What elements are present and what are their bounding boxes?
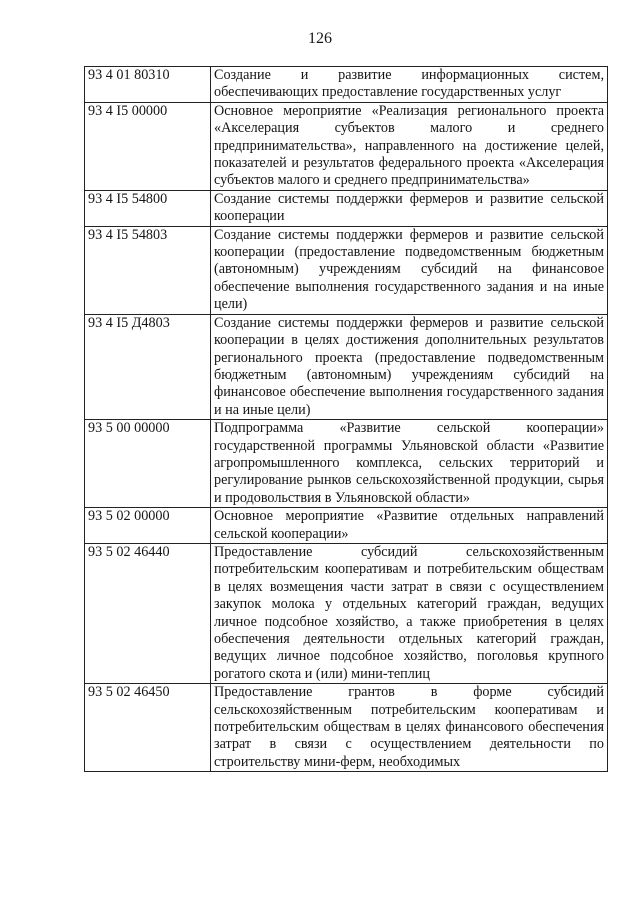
table-row <box>85 102 608 190</box>
code-cell: 93 5 00 00000 <box>85 420 211 508</box>
description-cell: Подпрограмма «Развитие сельской кооперации» государственной программы Ульяновской области «Развитие агропромышленного комплекса, сельских территорий и регулирование рынков сельскохозяйственной продукции, сырья и продовольствия в Ульяновской области» <box>211 420 608 508</box>
description-cell: Предоставление субсидий сельскохозяйственным потребительским кооперативам и потребительским обществам в целях возмещения части затрат в связи с осуществлением закупок молока у отдельных категорий граждан, ведущих личное подсобное хозяйство, а также приобретения в целях обеспечения деятельности отдельных категорий граждан, ведущих личное подсобное хозяйство, поголовья крупного рогатого скота и (или) мини-теплиц <box>211 543 608 683</box>
budget-code-table <box>84 66 608 772</box>
table-row <box>85 314 608 419</box>
description-cell: Основное мероприятие «Развитие отдельных направлений сельской кооперации» <box>211 508 608 544</box>
code-cell: 93 5 02 46450 <box>85 684 211 772</box>
code-cell: 93 5 02 00000 <box>85 508 211 544</box>
code-cell: 93 4 01 80310 <box>85 67 211 103</box>
description-cell: Основное мероприятие «Реализация регионального проекта «Акселерация субъектов малого и среднего предпринимательства», направленного на достижение целей, показателей и результатов федерального проекта «Акселерация субъектов малого и среднего предпринимательства» <box>211 102 608 190</box>
description-cell: Создание системы поддержки фермеров и развитие сельской кооперации <box>211 190 608 226</box>
code-cell: 93 4 I5 Д4803 <box>85 314 211 419</box>
table-row <box>85 190 608 226</box>
table-row <box>85 226 608 314</box>
description-cell: Создание системы поддержки фермеров и развитие сельской кооперации в целях достижения дополнительных результатов регионального проекта (предоставление подведомственным бюджетным (автономным) учреждениям субсидий на финансовое обеспечение выполнения государственного задания и на иные цели) <box>211 314 608 419</box>
table-row <box>85 67 608 103</box>
code-cell: 93 5 02 46440 <box>85 543 211 683</box>
description-cell: Создание и развитие информационных систем, обеспечивающих предоставление государственных услуг <box>211 67 608 103</box>
table-row <box>85 420 608 508</box>
table-row <box>85 684 608 772</box>
description-cell: Создание системы поддержки фермеров и развитие сельской кооперации (предоставление подведомственным бюджетным (автономным) учреждениям субсидий на финансовое обеспечение выполнения государственного задания и на иные цели) <box>211 226 608 314</box>
code-cell: 93 4 I5 00000 <box>85 102 211 190</box>
code-cell: 93 4 I5 54803 <box>85 226 211 314</box>
description-cell: Предоставление грантов в форме субсидий сельскохозяйственным потребительским кооперативам и потребительским обществам в целях финансового обеспечения затрат в связи с осуществлением деятельности по строительству мини-ферм, необходимых <box>211 684 608 772</box>
table-row <box>85 508 608 544</box>
code-cell: 93 4 I5 54800 <box>85 190 211 226</box>
table-row <box>85 543 608 683</box>
page-number: 126 <box>308 30 332 47</box>
